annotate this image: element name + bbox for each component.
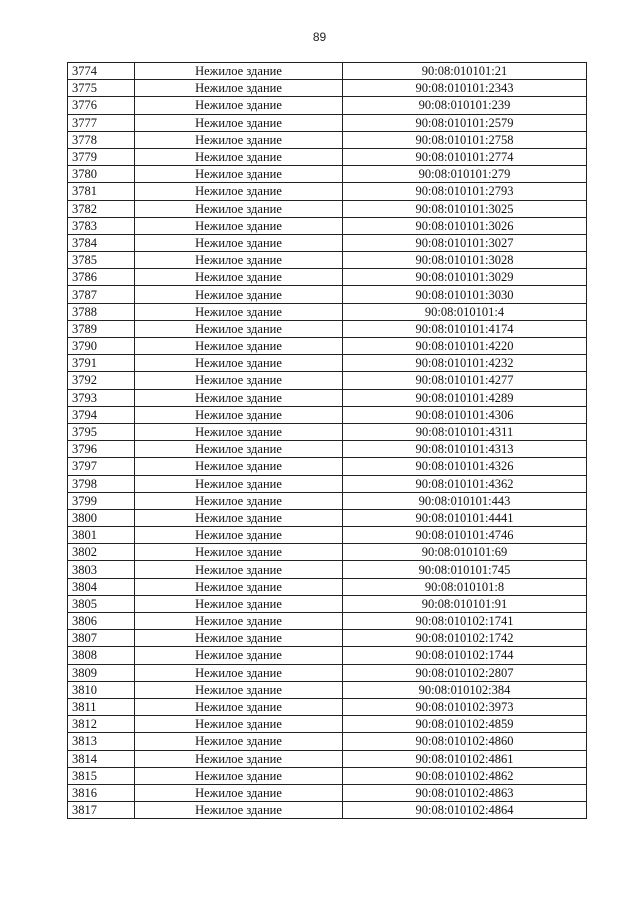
row-number-cell: 3778 xyxy=(68,131,135,148)
cadastral-number-cell: 90:08:010101:3028 xyxy=(343,252,587,269)
object-type-cell: Нежилое здание xyxy=(135,647,343,664)
row-number-cell: 3805 xyxy=(68,595,135,612)
cadastral-number-cell: 90:08:010101:4306 xyxy=(343,406,587,423)
table-row xyxy=(68,767,587,784)
table-row xyxy=(68,544,587,561)
object-type-cell: Нежилое здание xyxy=(135,509,343,526)
object-type-cell: Нежилое здание xyxy=(135,441,343,458)
table-row xyxy=(68,509,587,526)
cadastral-number-cell: 90:08:010101:4362 xyxy=(343,475,587,492)
row-number-cell: 3802 xyxy=(68,544,135,561)
object-type-cell: Нежилое здание xyxy=(135,716,343,733)
object-type-cell: Нежилое здание xyxy=(135,389,343,406)
table-row xyxy=(68,716,587,733)
table-row xyxy=(68,389,587,406)
cadastral-number-cell: 90:08:010101:21 xyxy=(343,63,587,80)
cadastral-number-cell: 90:08:010102:4861 xyxy=(343,750,587,767)
row-number-cell: 3797 xyxy=(68,458,135,475)
cadastral-number-cell: 90:08:010101:4 xyxy=(343,303,587,320)
object-type-cell: Нежилое здание xyxy=(135,303,343,320)
table-row xyxy=(68,441,587,458)
object-type-cell: Нежилое здание xyxy=(135,406,343,423)
row-number-cell: 3811 xyxy=(68,698,135,715)
row-number-cell: 3807 xyxy=(68,630,135,647)
object-type-cell: Нежилое здание xyxy=(135,595,343,612)
table-row xyxy=(68,252,587,269)
table-row xyxy=(68,458,587,475)
table-row xyxy=(68,561,587,578)
table-row xyxy=(68,355,587,372)
table-row xyxy=(68,200,587,217)
table-row xyxy=(68,527,587,544)
object-type-cell: Нежилое здание xyxy=(135,630,343,647)
object-type-cell: Нежилое здание xyxy=(135,802,343,819)
table-row xyxy=(68,372,587,389)
row-number-cell: 3796 xyxy=(68,441,135,458)
cadastral-number-cell: 90:08:010101:4289 xyxy=(343,389,587,406)
table-row xyxy=(68,338,587,355)
cadastral-number-cell: 90:08:010101:2579 xyxy=(343,114,587,131)
cadastral-number-cell: 90:08:010101:4326 xyxy=(343,458,587,475)
row-number-cell: 3786 xyxy=(68,269,135,286)
object-type-cell: Нежилое здание xyxy=(135,252,343,269)
table-row xyxy=(68,114,587,131)
table-row xyxy=(68,320,587,337)
cadastral-number-cell: 90:08:010101:3027 xyxy=(343,234,587,251)
cadastral-number-cell: 90:08:010102:4863 xyxy=(343,784,587,801)
object-type-cell: Нежилое здание xyxy=(135,320,343,337)
object-type-cell: Нежилое здание xyxy=(135,544,343,561)
table-row xyxy=(68,166,587,183)
cadastral-number-cell: 90:08:010101:4232 xyxy=(343,355,587,372)
table-row xyxy=(68,97,587,114)
row-number-cell: 3790 xyxy=(68,338,135,355)
table-row xyxy=(68,269,587,286)
row-number-cell: 3806 xyxy=(68,613,135,630)
object-type-cell: Нежилое здание xyxy=(135,561,343,578)
table-row xyxy=(68,630,587,647)
object-type-cell: Нежилое здание xyxy=(135,183,343,200)
cadastral-number-cell: 90:08:010101:4174 xyxy=(343,320,587,337)
row-number-cell: 3791 xyxy=(68,355,135,372)
cadastral-number-cell: 90:08:010101:3030 xyxy=(343,286,587,303)
table-row xyxy=(68,492,587,509)
cadastral-number-cell: 90:08:010101:91 xyxy=(343,595,587,612)
row-number-cell: 3815 xyxy=(68,767,135,784)
cadastral-number-cell: 90:08:010101:2774 xyxy=(343,148,587,165)
cadastral-number-cell: 90:08:010102:4859 xyxy=(343,716,587,733)
object-type-cell: Нежилое здание xyxy=(135,527,343,544)
table-row xyxy=(68,750,587,767)
object-type-cell: Нежилое здание xyxy=(135,286,343,303)
object-type-cell: Нежилое здание xyxy=(135,475,343,492)
row-number-cell: 3777 xyxy=(68,114,135,131)
cadastral-number-cell: 90:08:010102:1744 xyxy=(343,647,587,664)
cadastral-number-cell: 90:08:010102:1742 xyxy=(343,630,587,647)
table-row xyxy=(68,595,587,612)
row-number-cell: 3813 xyxy=(68,733,135,750)
page-number: 89 xyxy=(312,30,327,44)
cadastral-number-cell: 90:08:010101:4746 xyxy=(343,527,587,544)
object-type-cell: Нежилое здание xyxy=(135,114,343,131)
row-number-cell: 3795 xyxy=(68,423,135,440)
object-type-cell: Нежилое здание xyxy=(135,681,343,698)
row-number-cell: 3803 xyxy=(68,561,135,578)
object-type-cell: Нежилое здание xyxy=(135,80,343,97)
object-type-cell: Нежилое здание xyxy=(135,578,343,595)
object-type-cell: Нежилое здание xyxy=(135,767,343,784)
table-row xyxy=(68,183,587,200)
table-row xyxy=(68,578,587,595)
table-row xyxy=(68,733,587,750)
cadastral-number-cell: 90:08:010101:4311 xyxy=(343,423,587,440)
object-type-cell: Нежилое здание xyxy=(135,97,343,114)
cadastral-number-cell: 90:08:010101:4441 xyxy=(343,509,587,526)
object-type-cell: Нежилое здание xyxy=(135,338,343,355)
table-row xyxy=(68,406,587,423)
row-number-cell: 3799 xyxy=(68,492,135,509)
cadastral-number-cell: 90:08:010102:4864 xyxy=(343,802,587,819)
cadastral-number-cell: 90:08:010101:4277 xyxy=(343,372,587,389)
row-number-cell: 3810 xyxy=(68,681,135,698)
cadastral-number-cell: 90:08:010101:4313 xyxy=(343,441,587,458)
cadastral-number-cell: 90:08:010101:3026 xyxy=(343,217,587,234)
row-number-cell: 3817 xyxy=(68,802,135,819)
cadastral-number-cell: 90:08:010102:4862 xyxy=(343,767,587,784)
table-row xyxy=(68,217,587,234)
row-number-cell: 3789 xyxy=(68,320,135,337)
object-type-cell: Нежилое здание xyxy=(135,698,343,715)
row-number-cell: 3798 xyxy=(68,475,135,492)
row-number-cell: 3783 xyxy=(68,217,135,234)
table-row xyxy=(68,63,587,80)
table-row xyxy=(68,303,587,320)
row-number-cell: 3776 xyxy=(68,97,135,114)
cadastral-number-cell: 90:08:010101:69 xyxy=(343,544,587,561)
table-row xyxy=(68,681,587,698)
object-type-cell: Нежилое здание xyxy=(135,784,343,801)
row-number-cell: 3782 xyxy=(68,200,135,217)
cadastral-number-cell: 90:08:010101:279 xyxy=(343,166,587,183)
object-type-cell: Нежилое здание xyxy=(135,733,343,750)
table-row xyxy=(68,784,587,801)
object-type-cell: Нежилое здание xyxy=(135,664,343,681)
table-row xyxy=(68,613,587,630)
cadastral-number-cell: 90:08:010101:239 xyxy=(343,97,587,114)
table-row xyxy=(68,698,587,715)
row-number-cell: 3793 xyxy=(68,389,135,406)
row-number-cell: 3784 xyxy=(68,234,135,251)
cadastral-number-cell: 90:08:010101:745 xyxy=(343,561,587,578)
row-number-cell: 3814 xyxy=(68,750,135,767)
property-registry-table xyxy=(67,62,587,819)
row-number-cell: 3785 xyxy=(68,252,135,269)
cadastral-number-cell: 90:08:010102:2807 xyxy=(343,664,587,681)
cadastral-number-cell: 90:08:010101:2758 xyxy=(343,131,587,148)
row-number-cell: 3812 xyxy=(68,716,135,733)
object-type-cell: Нежилое здание xyxy=(135,148,343,165)
table-body xyxy=(68,63,587,819)
row-number-cell: 3809 xyxy=(68,664,135,681)
object-type-cell: Нежилое здание xyxy=(135,423,343,440)
row-number-cell: 3808 xyxy=(68,647,135,664)
table-row xyxy=(68,286,587,303)
cadastral-number-cell: 90:08:010101:8 xyxy=(343,578,587,595)
table-row xyxy=(68,234,587,251)
table-row xyxy=(68,664,587,681)
cadastral-number-cell: 90:08:010102:3973 xyxy=(343,698,587,715)
object-type-cell: Нежилое здание xyxy=(135,131,343,148)
row-number-cell: 3781 xyxy=(68,183,135,200)
table-row xyxy=(68,148,587,165)
object-type-cell: Нежилое здание xyxy=(135,63,343,80)
cadastral-number-cell: 90:08:010102:1741 xyxy=(343,613,587,630)
row-number-cell: 3787 xyxy=(68,286,135,303)
cadastral-number-cell: 90:08:010101:3029 xyxy=(343,269,587,286)
row-number-cell: 3788 xyxy=(68,303,135,320)
table-row xyxy=(68,647,587,664)
object-type-cell: Нежилое здание xyxy=(135,458,343,475)
cadastral-number-cell: 90:08:010102:4860 xyxy=(343,733,587,750)
object-type-cell: Нежилое здание xyxy=(135,750,343,767)
row-number-cell: 3779 xyxy=(68,148,135,165)
table-row xyxy=(68,802,587,819)
object-type-cell: Нежилое здание xyxy=(135,355,343,372)
cadastral-number-cell: 90:08:010101:2793 xyxy=(343,183,587,200)
row-number-cell: 3816 xyxy=(68,784,135,801)
row-number-cell: 3804 xyxy=(68,578,135,595)
table-row xyxy=(68,80,587,97)
object-type-cell: Нежилое здание xyxy=(135,372,343,389)
object-type-cell: Нежилое здание xyxy=(135,234,343,251)
object-type-cell: Нежилое здание xyxy=(135,269,343,286)
cadastral-number-cell: 90:08:010101:4220 xyxy=(343,338,587,355)
cadastral-number-cell: 90:08:010101:2343 xyxy=(343,80,587,97)
cadastral-number-cell: 90:08:010102:384 xyxy=(343,681,587,698)
table-row xyxy=(68,131,587,148)
row-number-cell: 3774 xyxy=(68,63,135,80)
object-type-cell: Нежилое здание xyxy=(135,200,343,217)
object-type-cell: Нежилое здание xyxy=(135,613,343,630)
cadastral-number-cell: 90:08:010101:443 xyxy=(343,492,587,509)
object-type-cell: Нежилое здание xyxy=(135,492,343,509)
row-number-cell: 3792 xyxy=(68,372,135,389)
table-row xyxy=(68,423,587,440)
object-type-cell: Нежилое здание xyxy=(135,166,343,183)
object-type-cell: Нежилое здание xyxy=(135,217,343,234)
cadastral-number-cell: 90:08:010101:3025 xyxy=(343,200,587,217)
row-number-cell: 3800 xyxy=(68,509,135,526)
table-row xyxy=(68,475,587,492)
row-number-cell: 3775 xyxy=(68,80,135,97)
row-number-cell: 3780 xyxy=(68,166,135,183)
row-number-cell: 3794 xyxy=(68,406,135,423)
row-number-cell: 3801 xyxy=(68,527,135,544)
